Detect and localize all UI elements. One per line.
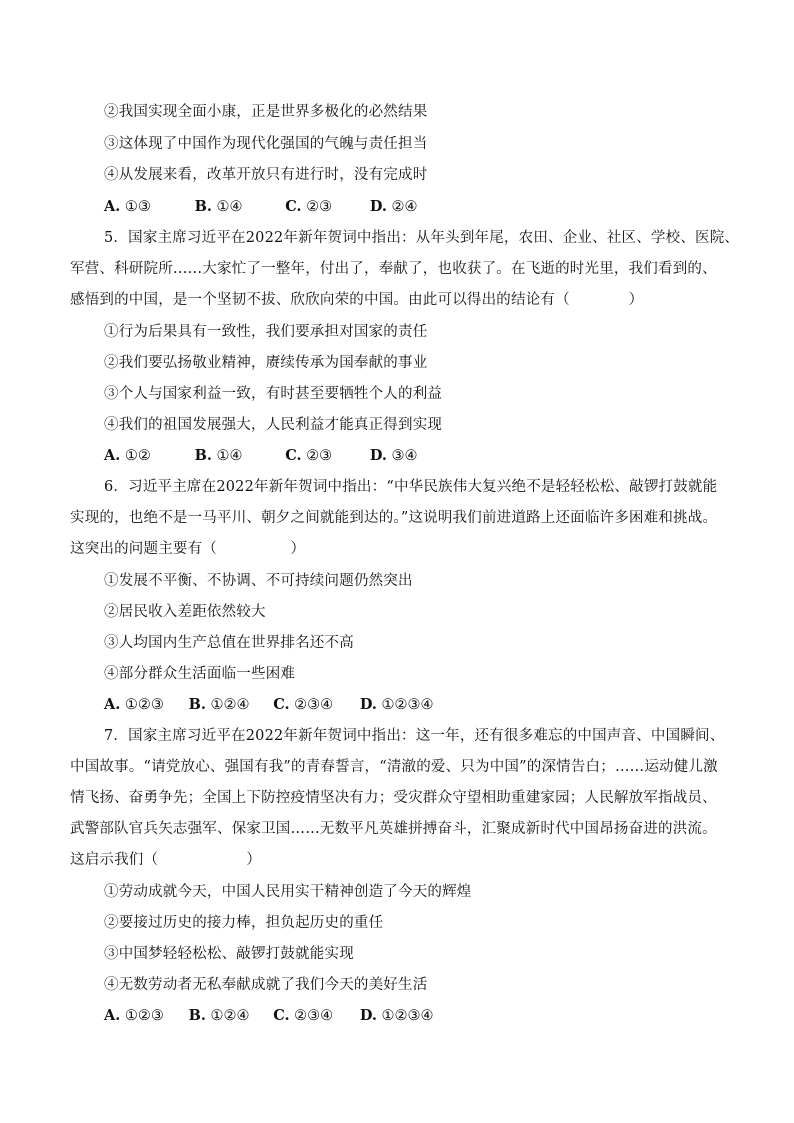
q6-choice-a: A. ①②③: [104, 696, 164, 713]
q7-stem-line-2: 中国故事。“请党放心、强国有我”的青春誓言，“清澈的爱、只为中国”的深情告白；……运动健儿激: [70, 759, 718, 775]
q4-answer-choices: [104, 197, 418, 217]
q7-choice-c: C. ②③④: [273, 1007, 334, 1024]
q4-option-2: ②我国实现全面小康，正是世界多极化的必然结果: [104, 104, 428, 120]
q5-option-4: ④我们的祖国发展强大，人民利益才能真正得到实现: [104, 417, 443, 433]
q7-option-1: ①劳动成就今天，中国人民用实干精神创造了今天的辉煌: [104, 884, 472, 900]
q6-option-2: ②居民收入差距依然较大: [104, 604, 266, 620]
q6-stem-line-2: 实现的，也绝不是一马平川、朝夕之间就能到达的。”这说明我们前进道路上还面临许多困难和挑战。: [70, 510, 718, 526]
q7-stem-line-1: 7．国家主席习近平在2022年新年贺词中指出：这一年，还有很多难忘的中国声音、中国瞬间、: [104, 728, 725, 744]
q4-choice-c: C. ②③: [285, 198, 333, 215]
q7-choice-d: D. ①②③④: [359, 1007, 434, 1024]
q5-option-3: ③个人与国家利益一致，有时甚至要牺牲个人的利益: [104, 386, 443, 402]
q5-choice-d: D. ③④: [369, 447, 418, 464]
q4-choice-a: A. ①③: [104, 198, 151, 215]
q7-answer-choices: [104, 1006, 434, 1026]
q5-option-2: ②我们要弘扬敬业精神，赓续传承为国奉献的事业: [104, 355, 428, 371]
q5-answer-choices: [104, 446, 418, 466]
q6-option-4: ④部分群众生活面临一些困难: [104, 666, 296, 682]
q7-choice-a: A. ①②③: [104, 1007, 164, 1024]
q7-stem-line-5: 这启示我们（ ）: [70, 852, 262, 868]
q5-choice-a: A. ①②: [104, 447, 151, 464]
q6-stem-line-3: 这突出的问题主要有（ ）: [70, 541, 306, 557]
q4-choice-d: D. ②④: [369, 198, 418, 215]
q5-choice-b: B. ①④: [194, 447, 243, 464]
q5-option-1: ①行为后果具有一致性，我们要承担对国家的责任: [104, 324, 428, 340]
q6-choice-b: B. ①②④: [188, 696, 250, 713]
q6-choice-c: C. ②③④: [273, 696, 334, 713]
q5-stem-line-2: 军营、科研院所……大家忙了一整年，付出了，奉献了，也收获了。在飞逝的时光里，我们看到的、: [70, 261, 717, 277]
q4-option-3: ③这体现了中国作为现代化强国的气魄与责任担当: [104, 136, 428, 152]
q7-option-3: ③中国梦轻轻松松、敲锣打鼓就能实现: [104, 946, 354, 962]
q7-option-2: ②要接过历史的接力棒，担负起历史的重任: [104, 915, 384, 931]
q6-option-3: ③人均国内生产总值在世界排名还不高: [104, 635, 354, 651]
q4-choice-b: B. ①④: [194, 198, 243, 215]
q7-choice-b: B. ①②④: [188, 1007, 250, 1024]
q6-choice-d: D. ①②③④: [359, 696, 434, 713]
q6-option-1: ①发展不平衡、不协调、不可持续问题仍然突出: [104, 573, 413, 589]
q7-stem-line-3: 情飞扬、奋勇争先；全国上下防控疫情坚决有力；受灾群众守望相助重建家园；人民解放军指战员、: [70, 790, 717, 806]
q7-option-4: ④无数劳动者无私奉献成就了我们今天的美好生活: [104, 977, 428, 993]
q5-stem-line-3: 感悟到的中国，是一个坚韧不拔、欣欣向荣的中国。由此可以得出的结论有（ ）: [70, 292, 644, 308]
q4-option-4: ④从发展来看，改革开放只有进行时，没有完成时: [104, 167, 428, 183]
q6-stem-line-1: 6．习近平主席在2022年新年贺词中指出：“中华民族伟大复兴绝不是轻轻松松、敲锣打鼓就能: [104, 479, 718, 495]
q7-stem-line-4: 武警部队官兵矢志强军、保家卫国……无数平凡英雄拼搏奋斗，汇聚成新时代中国昂扬奋进的洪流。: [70, 821, 717, 837]
q6-answer-choices: [104, 695, 434, 715]
q5-choice-c: C. ②③: [285, 447, 333, 464]
q5-stem-line-1: 5．国家主席习近平在2022年新年贺词中指出：从年头到年尾，农田、企业、社区、学校、医院、: [104, 230, 740, 246]
